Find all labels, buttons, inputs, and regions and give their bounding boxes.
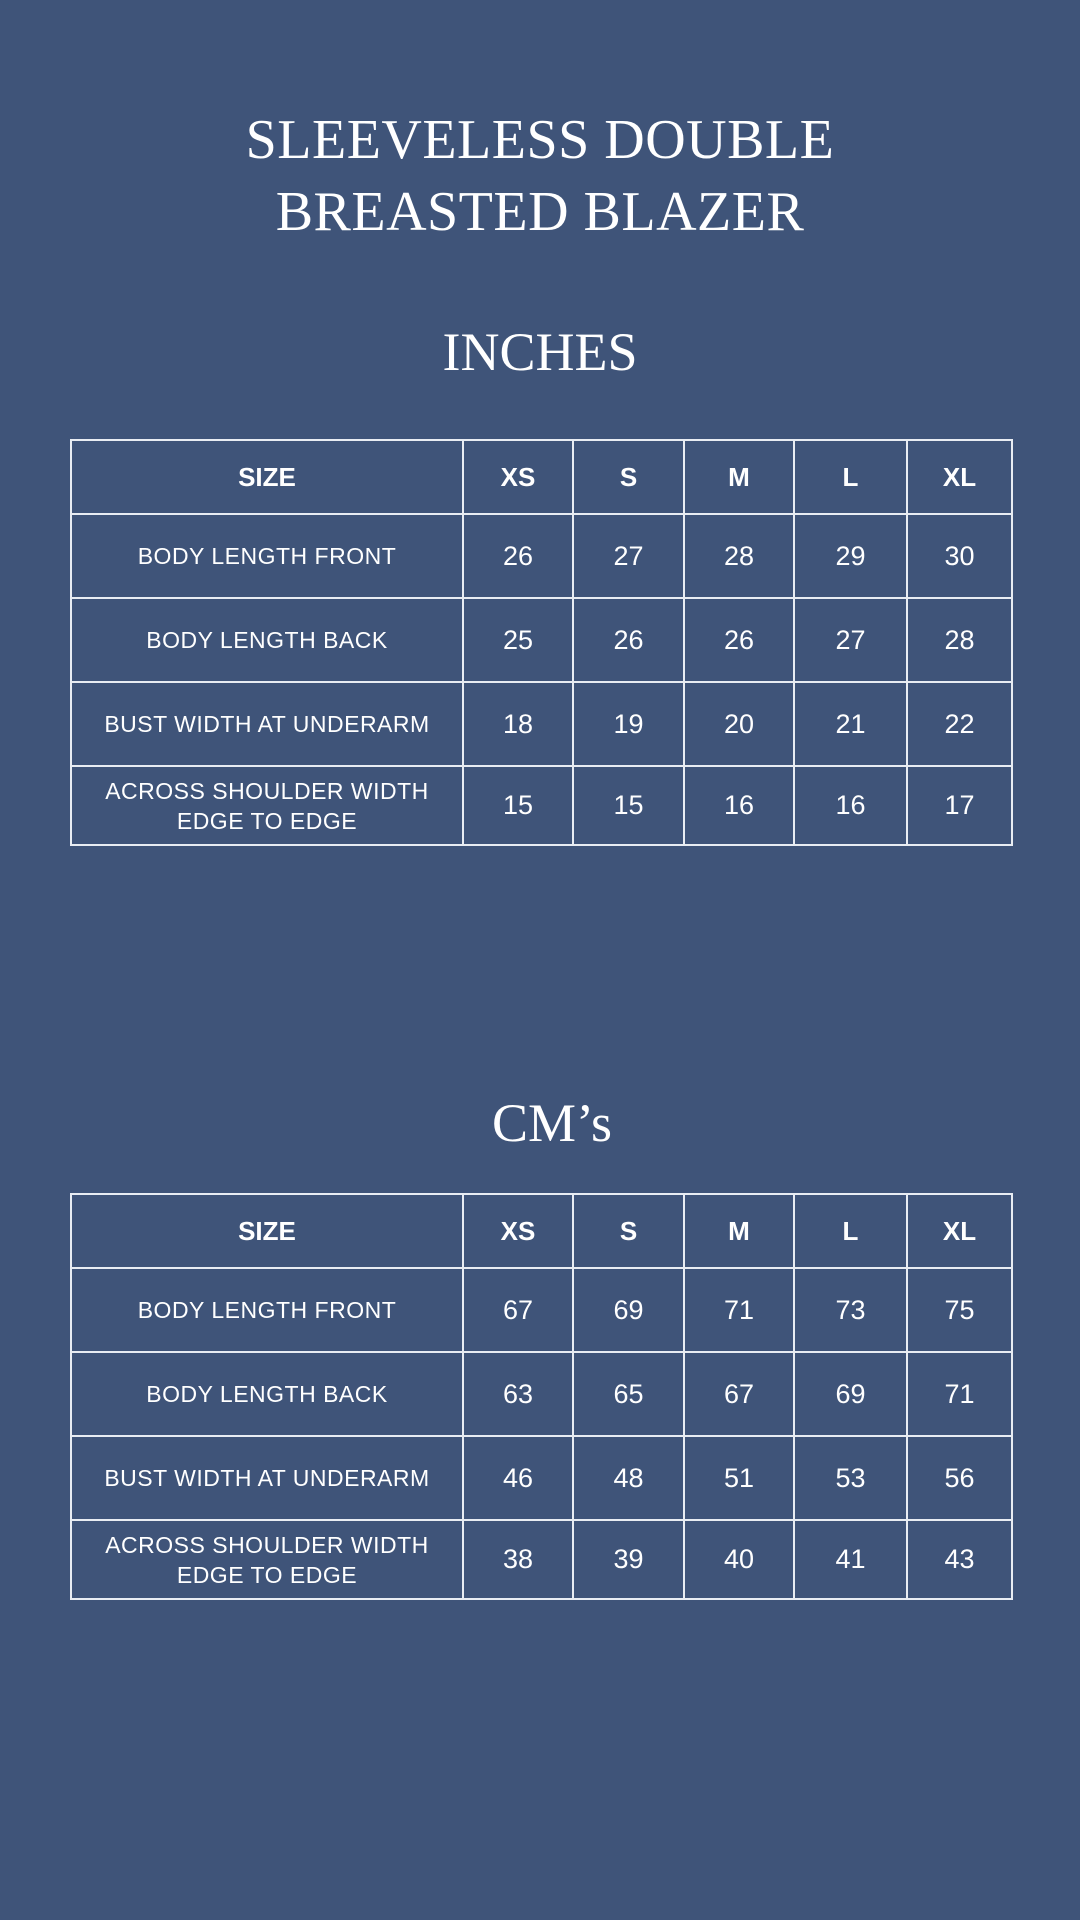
row-label: BODY LENGTH BACK	[71, 1352, 463, 1436]
cell-value: 67	[684, 1352, 794, 1436]
cell-value: 43	[907, 1520, 1012, 1599]
cell-value: 17	[907, 766, 1012, 845]
cell-value: 63	[463, 1352, 573, 1436]
cell-value: 65	[573, 1352, 684, 1436]
cms-heading: CM’s	[491, 1093, 613, 1153]
table-row	[71, 1436, 1012, 1520]
row-label: BUST WIDTH AT UNDERARM	[71, 1436, 463, 1520]
table-row	[71, 766, 1012, 845]
page-title	[0, 104, 1080, 248]
cell-value: 19	[573, 682, 684, 766]
row-label: BODY LENGTH FRONT	[71, 1268, 463, 1352]
cell-value: 75	[907, 1268, 1012, 1352]
inches-size-table	[70, 439, 1013, 846]
cell-value: 18	[463, 682, 573, 766]
header-s: S	[573, 440, 684, 514]
cell-value: 46	[463, 1436, 573, 1520]
row-label-line-1: ACROSS SHOULDER WIDTH	[105, 1531, 429, 1558]
header-xl: XL	[907, 1194, 1012, 1268]
inches-heading: INCHES	[442, 322, 638, 382]
table-row	[71, 1520, 1012, 1599]
title-line-1: SLEEVELESS DOUBLE	[245, 109, 835, 171]
table-header-row	[71, 440, 1012, 514]
cell-value: 22	[907, 682, 1012, 766]
header-xs: XS	[463, 1194, 573, 1268]
cell-value: 26	[684, 598, 794, 682]
row-label: BODY LENGTH BACK	[71, 598, 463, 682]
cell-value: 16	[794, 766, 907, 845]
cell-value: 56	[907, 1436, 1012, 1520]
cell-value: 15	[463, 766, 573, 845]
cell-value: 73	[794, 1268, 907, 1352]
cell-value: 48	[573, 1436, 684, 1520]
cell-value: 53	[794, 1436, 907, 1520]
row-label-line-1: ACROSS SHOULDER WIDTH	[105, 777, 429, 804]
cell-value: 38	[463, 1520, 573, 1599]
row-label-line-2: EDGE TO EDGE	[176, 807, 358, 834]
table-row	[71, 1352, 1012, 1436]
row-label: BUST WIDTH AT UNDERARM	[71, 682, 463, 766]
header-size: SIZE	[71, 1194, 463, 1268]
table-row	[71, 598, 1012, 682]
cell-value: 28	[684, 514, 794, 598]
cell-value: 27	[794, 598, 907, 682]
header-s: S	[573, 1194, 684, 1268]
table-header-row	[71, 1194, 1012, 1268]
cell-value: 29	[794, 514, 907, 598]
cell-value: 39	[573, 1520, 684, 1599]
row-label	[71, 766, 463, 845]
cell-value: 30	[907, 514, 1012, 598]
table-row	[71, 514, 1012, 598]
cell-value: 26	[573, 598, 684, 682]
cell-value: 16	[684, 766, 794, 845]
cell-value: 71	[684, 1268, 794, 1352]
cell-value: 40	[684, 1520, 794, 1599]
cell-value: 21	[794, 682, 907, 766]
table-row	[71, 682, 1012, 766]
header-size: SIZE	[71, 440, 463, 514]
table-row	[71, 1268, 1012, 1352]
cell-value: 41	[794, 1520, 907, 1599]
header-xl: XL	[907, 440, 1012, 514]
header-xs: XS	[463, 440, 573, 514]
cell-value: 69	[794, 1352, 907, 1436]
cell-value: 28	[907, 598, 1012, 682]
title-line-2: BREASTED BLAZER	[275, 181, 805, 243]
header-l: L	[794, 440, 907, 514]
row-label	[71, 1520, 463, 1599]
header-m: M	[684, 440, 794, 514]
cell-value: 20	[684, 682, 794, 766]
cell-value: 51	[684, 1436, 794, 1520]
row-label: BODY LENGTH FRONT	[71, 514, 463, 598]
cell-value: 26	[463, 514, 573, 598]
cell-value: 25	[463, 598, 573, 682]
cell-value: 15	[573, 766, 684, 845]
cell-value: 71	[907, 1352, 1012, 1436]
header-l: L	[794, 1194, 907, 1268]
cell-value: 67	[463, 1268, 573, 1352]
header-m: M	[684, 1194, 794, 1268]
cell-value: 27	[573, 514, 684, 598]
row-label-line-2: EDGE TO EDGE	[176, 1561, 358, 1588]
cms-size-table	[70, 1193, 1013, 1600]
cell-value: 69	[573, 1268, 684, 1352]
